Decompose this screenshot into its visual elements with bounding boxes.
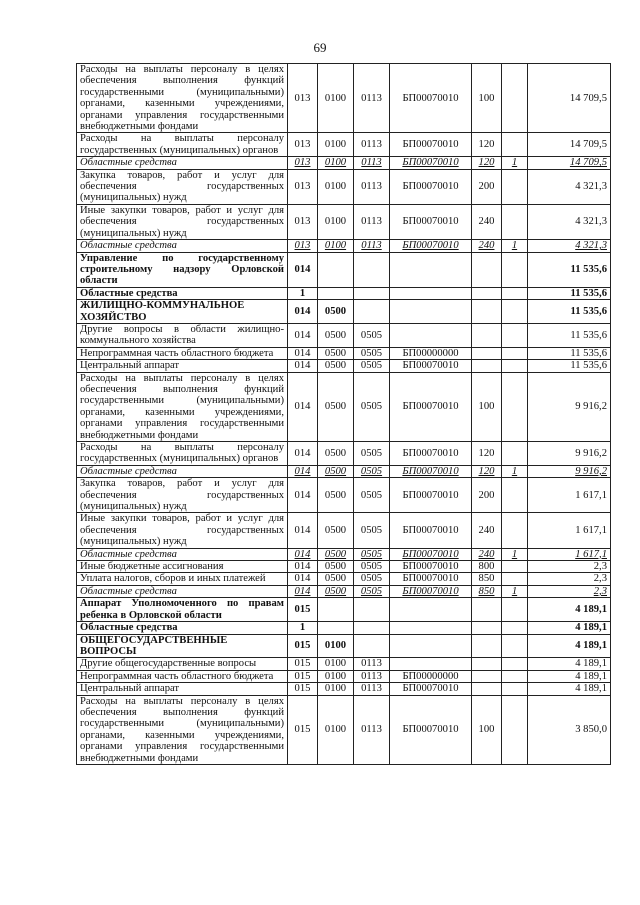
cell-subsection: 0505: [354, 442, 390, 466]
table-body: [77, 64, 611, 765]
cell-amount: 14 709,5: [528, 157, 611, 169]
table-row: [77, 204, 611, 239]
cell-target-article: БП00070010: [390, 240, 472, 252]
cell-amount: 4 189,1: [528, 658, 611, 670]
cell-grbs: 014: [288, 465, 318, 477]
cell-grbs: 014: [288, 573, 318, 585]
cell-grbs: 014: [288, 372, 318, 441]
cell-subsection: 0113: [354, 133, 390, 157]
cell-target-article: [390, 300, 472, 324]
cell-grbs: 014: [288, 347, 318, 359]
cell-grbs: 013: [288, 169, 318, 204]
cell-subsection: 0505: [354, 360, 390, 372]
cell-subsection: 0505: [354, 573, 390, 585]
cell-expense-type: [472, 300, 502, 324]
cell-subsection: 0505: [354, 465, 390, 477]
cell-name: Областные средства: [77, 287, 288, 299]
cell-expense-type: [472, 634, 502, 658]
cell-target-article: БП00070010: [390, 360, 472, 372]
table-row: [77, 658, 611, 670]
cell-grbs: 013: [288, 204, 318, 239]
cell-source: [502, 598, 528, 622]
cell-subsection: 0113: [354, 240, 390, 252]
cell-source: 1: [502, 240, 528, 252]
cell-expense-type: 800: [472, 561, 502, 573]
cell-source: [502, 442, 528, 466]
cell-name: Иные бюджетные ассигнования: [77, 561, 288, 573]
cell-name: ОБЩЕГОСУДАРСТВЕННЫЕ ВОПРОСЫ: [77, 634, 288, 658]
cell-source: 1: [502, 157, 528, 169]
cell-name: Закупка товаров, работ и услуг для обеспечения государственных (муниципальных) нужд: [77, 169, 288, 204]
table-row: [77, 442, 611, 466]
cell-amount: 4 189,1: [528, 683, 611, 695]
cell-grbs: 1: [288, 287, 318, 299]
cell-subsection: 0505: [354, 548, 390, 560]
cell-section: 0100: [318, 695, 354, 764]
cell-section: 0100: [318, 670, 354, 682]
cell-expense-type: [472, 658, 502, 670]
cell-subsection: 0113: [354, 658, 390, 670]
cell-section: 0500: [318, 513, 354, 548]
cell-grbs: 014: [288, 360, 318, 372]
cell-target-article: БП00070010: [390, 561, 472, 573]
cell-section: [318, 287, 354, 299]
cell-expense-type: [472, 622, 502, 634]
cell-name: Другие вопросы в области жилищно-коммунального хозяйства: [77, 323, 288, 347]
table-row: [77, 670, 611, 682]
cell-grbs: 014: [288, 561, 318, 573]
cell-grbs: 014: [288, 442, 318, 466]
cell-subsection: 0113: [354, 157, 390, 169]
cell-amount: 4 321,3: [528, 169, 611, 204]
cell-section: 0100: [318, 240, 354, 252]
cell-name: Областные средства: [77, 240, 288, 252]
cell-expense-type: 120: [472, 442, 502, 466]
cell-amount: 9 916,2: [528, 372, 611, 441]
cell-name: Областные средства: [77, 548, 288, 560]
cell-source: [502, 683, 528, 695]
cell-amount: 11 535,6: [528, 347, 611, 359]
cell-name: Расходы на выплаты персоналу государственных (муниципальных) органов: [77, 442, 288, 466]
cell-amount: 4 189,1: [528, 622, 611, 634]
cell-name: Уплата налогов, сборов и иных платежей: [77, 573, 288, 585]
cell-subsection: 0505: [354, 513, 390, 548]
table-row: [77, 252, 611, 287]
cell-grbs: 014: [288, 300, 318, 324]
cell-expense-type: 850: [472, 585, 502, 597]
cell-name: ЖИЛИЩНО-КОММУНАЛЬНОЕ ХОЗЯЙСТВО: [77, 300, 288, 324]
cell-section: 0500: [318, 323, 354, 347]
cell-grbs: 013: [288, 64, 318, 133]
cell-name: Другие общегосударственные вопросы: [77, 658, 288, 670]
table-row: [77, 598, 611, 622]
table-row: [77, 561, 611, 573]
cell-grbs: 014: [288, 252, 318, 287]
cell-grbs: 015: [288, 634, 318, 658]
cell-source: 1: [502, 465, 528, 477]
cell-target-article: БП00000000: [390, 347, 472, 359]
cell-name: Аппарат Уполномоченного по правам ребенка в Орловской области: [77, 598, 288, 622]
cell-grbs: 014: [288, 478, 318, 513]
cell-section: 0500: [318, 360, 354, 372]
cell-source: [502, 478, 528, 513]
cell-source: [502, 622, 528, 634]
table-row: [77, 622, 611, 634]
cell-section: 0500: [318, 300, 354, 324]
cell-target-article: [390, 622, 472, 634]
cell-name: Расходы на выплаты персоналу в целях обеспечения выполнения функций государственными (муниципальными) органами, казенными учреждениями, органами управления государственными внебюджетными фондами: [77, 64, 288, 133]
cell-name: Непрограммная часть областного бюджета: [77, 670, 288, 682]
cell-grbs: 014: [288, 548, 318, 560]
cell-expense-type: 120: [472, 157, 502, 169]
cell-section: 0100: [318, 634, 354, 658]
cell-source: [502, 658, 528, 670]
cell-target-article: [390, 287, 472, 299]
cell-grbs: 013: [288, 157, 318, 169]
cell-amount: 4 189,1: [528, 634, 611, 658]
cell-target-article: БП00070010: [390, 64, 472, 133]
cell-section: 0500: [318, 347, 354, 359]
cell-section: [318, 598, 354, 622]
cell-grbs: 015: [288, 670, 318, 682]
cell-subsection: [354, 598, 390, 622]
cell-amount: 9 916,2: [528, 465, 611, 477]
cell-section: [318, 252, 354, 287]
cell-source: [502, 323, 528, 347]
cell-subsection: 0113: [354, 695, 390, 764]
cell-name: Расходы на выплаты персоналу государственных (муниципальных) органов: [77, 133, 288, 157]
cell-grbs: 014: [288, 323, 318, 347]
cell-section: 0500: [318, 548, 354, 560]
cell-expense-type: 100: [472, 695, 502, 764]
cell-expense-type: [472, 670, 502, 682]
cell-grbs: 014: [288, 585, 318, 597]
cell-source: [502, 169, 528, 204]
cell-subsection: 0505: [354, 478, 390, 513]
cell-subsection: 0505: [354, 372, 390, 441]
cell-amount: 2,3: [528, 573, 611, 585]
cell-grbs: 015: [288, 598, 318, 622]
cell-subsection: 0505: [354, 585, 390, 597]
cell-amount: 9 916,2: [528, 442, 611, 466]
cell-target-article: БП00070010: [390, 548, 472, 560]
cell-subsection: [354, 622, 390, 634]
cell-expense-type: 240: [472, 513, 502, 548]
table-row: [77, 64, 611, 133]
cell-source: [502, 287, 528, 299]
cell-source: [502, 561, 528, 573]
cell-amount: 11 535,6: [528, 300, 611, 324]
cell-section: 0500: [318, 573, 354, 585]
cell-section: 0100: [318, 133, 354, 157]
cell-source: [502, 513, 528, 548]
cell-target-article: БП00070010: [390, 573, 472, 585]
cell-section: 0500: [318, 442, 354, 466]
cell-name: Областные средства: [77, 157, 288, 169]
cell-target-article: БП00070010: [390, 465, 472, 477]
cell-source: [502, 300, 528, 324]
cell-target-article: БП00070010: [390, 133, 472, 157]
cell-source: [502, 634, 528, 658]
cell-amount: 2,3: [528, 585, 611, 597]
cell-expense-type: [472, 683, 502, 695]
cell-section: 0500: [318, 465, 354, 477]
cell-subsection: 0113: [354, 670, 390, 682]
table-row: [77, 323, 611, 347]
cell-name: Областные средства: [77, 622, 288, 634]
cell-source: [502, 670, 528, 682]
cell-target-article: БП00070010: [390, 372, 472, 441]
cell-target-article: БП00070010: [390, 513, 472, 548]
cell-name: Областные средства: [77, 585, 288, 597]
cell-source: [502, 204, 528, 239]
table-row: [77, 133, 611, 157]
cell-target-article: [390, 598, 472, 622]
cell-section: 0500: [318, 372, 354, 441]
cell-expense-type: 850: [472, 573, 502, 585]
cell-section: 0100: [318, 64, 354, 133]
table-row: [77, 634, 611, 658]
cell-name: Иные закупки товаров, работ и услуг для обеспечения государственных (муниципальных) нужд: [77, 513, 288, 548]
cell-source: [502, 695, 528, 764]
cell-amount: 11 535,6: [528, 323, 611, 347]
cell-amount: 14 709,5: [528, 64, 611, 133]
cell-target-article: БП00070010: [390, 169, 472, 204]
cell-expense-type: [472, 347, 502, 359]
cell-section: 0500: [318, 561, 354, 573]
cell-name: Непрограммная часть областного бюджета: [77, 347, 288, 359]
cell-subsection: [354, 634, 390, 658]
cell-grbs: 013: [288, 240, 318, 252]
cell-amount: 2,3: [528, 561, 611, 573]
cell-subsection: 0505: [354, 561, 390, 573]
cell-name: Расходы на выплаты персоналу в целях обеспечения выполнения функций государственными (муниципальными) органами, казенными учреждениями, органами управления государственными внебюджетными фондами: [77, 695, 288, 764]
cell-source: [502, 372, 528, 441]
cell-target-article: [390, 323, 472, 347]
cell-amount: 3 850,0: [528, 695, 611, 764]
cell-section: 0100: [318, 204, 354, 239]
table-row: [77, 240, 611, 252]
cell-target-article: [390, 658, 472, 670]
cell-grbs: 013: [288, 133, 318, 157]
cell-grbs: 014: [288, 513, 318, 548]
table-row: [77, 478, 611, 513]
cell-target-article: [390, 252, 472, 287]
table-row: [77, 513, 611, 548]
table-row: [77, 372, 611, 441]
table-row: [77, 169, 611, 204]
cell-target-article: БП00070010: [390, 683, 472, 695]
cell-expense-type: [472, 360, 502, 372]
cell-section: 0500: [318, 585, 354, 597]
page-number: 69: [313, 40, 327, 55]
cell-target-article: БП00070010: [390, 157, 472, 169]
cell-grbs: 015: [288, 695, 318, 764]
cell-expense-type: [472, 252, 502, 287]
cell-name: Расходы на выплаты персоналу в целях обеспечения выполнения функций государственными (муниципальными) органами, казенными учреждениями, органами управления государственными внебюджетными фондами: [77, 372, 288, 441]
cell-section: 0100: [318, 169, 354, 204]
cell-expense-type: 120: [472, 133, 502, 157]
cell-expense-type: 100: [472, 372, 502, 441]
cell-expense-type: 100: [472, 64, 502, 133]
cell-amount: 4 189,1: [528, 598, 611, 622]
cell-amount: 11 535,6: [528, 287, 611, 299]
cell-grbs: 015: [288, 683, 318, 695]
cell-expense-type: [472, 598, 502, 622]
cell-source: [502, 360, 528, 372]
cell-name: Областные средства: [77, 465, 288, 477]
cell-expense-type: [472, 287, 502, 299]
cell-amount: 4 321,3: [528, 204, 611, 239]
cell-expense-type: 200: [472, 478, 502, 513]
cell-section: 0100: [318, 157, 354, 169]
cell-subsection: 0505: [354, 347, 390, 359]
cell-expense-type: 200: [472, 169, 502, 204]
cell-grbs: 1: [288, 622, 318, 634]
cell-target-article: БП00070010: [390, 695, 472, 764]
cell-source: [502, 252, 528, 287]
table-row: [77, 548, 611, 560]
table-row: [77, 300, 611, 324]
cell-subsection: 0505: [354, 323, 390, 347]
cell-name: Иные закупки товаров, работ и услуг для обеспечения государственных (муниципальных) нужд: [77, 204, 288, 239]
cell-section: 0100: [318, 658, 354, 670]
cell-amount: 1 617,1: [528, 513, 611, 548]
table-row: [77, 683, 611, 695]
cell-expense-type: 120: [472, 465, 502, 477]
cell-target-article: БП00070010: [390, 585, 472, 597]
cell-subsection: [354, 287, 390, 299]
cell-amount: 14 709,5: [528, 133, 611, 157]
cell-amount: 1 617,1: [528, 548, 611, 560]
table-row: [77, 465, 611, 477]
cell-subsection: 0113: [354, 204, 390, 239]
cell-subsection: 0113: [354, 683, 390, 695]
table-row: [77, 585, 611, 597]
cell-name: Центральный аппарат: [77, 360, 288, 372]
cell-source: [502, 347, 528, 359]
cell-subsection: [354, 252, 390, 287]
table-row: [77, 287, 611, 299]
cell-expense-type: 240: [472, 548, 502, 560]
cell-name: Управление по государственному строительному надзору Орловской области: [77, 252, 288, 287]
cell-name: Центральный аппарат: [77, 683, 288, 695]
table-row: [77, 157, 611, 169]
cell-subsection: 0113: [354, 64, 390, 133]
budget-table: [76, 63, 611, 765]
cell-target-article: [390, 634, 472, 658]
table-row: [77, 360, 611, 372]
cell-subsection: 0113: [354, 169, 390, 204]
cell-section: 0500: [318, 478, 354, 513]
cell-amount: 4 321,3: [528, 240, 611, 252]
cell-target-article: БП00000000: [390, 670, 472, 682]
table-row: [77, 347, 611, 359]
cell-amount: 4 189,1: [528, 670, 611, 682]
cell-section: 0100: [318, 683, 354, 695]
cell-source: [502, 573, 528, 585]
cell-expense-type: 240: [472, 240, 502, 252]
table-row: [77, 695, 611, 764]
cell-amount: 11 535,6: [528, 252, 611, 287]
cell-section: [318, 622, 354, 634]
cell-expense-type: 240: [472, 204, 502, 239]
cell-subsection: [354, 300, 390, 324]
cell-source: 1: [502, 585, 528, 597]
table-row: [77, 573, 611, 585]
cell-amount: 1 617,1: [528, 478, 611, 513]
cell-name: Закупка товаров, работ и услуг для обеспечения государственных (муниципальных) нужд: [77, 478, 288, 513]
cell-target-article: БП00070010: [390, 442, 472, 466]
cell-source: [502, 133, 528, 157]
cell-target-article: БП00070010: [390, 478, 472, 513]
cell-amount: 11 535,6: [528, 360, 611, 372]
cell-grbs: 015: [288, 658, 318, 670]
cell-source: [502, 64, 528, 133]
cell-expense-type: [472, 323, 502, 347]
cell-target-article: БП00070010: [390, 204, 472, 239]
cell-source: 1: [502, 548, 528, 560]
